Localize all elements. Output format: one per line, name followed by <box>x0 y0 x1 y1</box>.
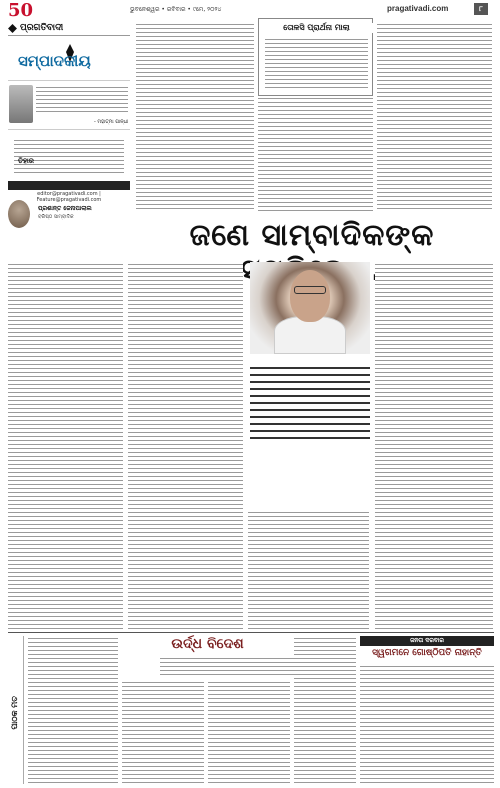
portrait-glasses <box>294 286 326 294</box>
staff-credits <box>14 138 124 174</box>
brand-name: ପ୍ରଗତିବାଦୀ <box>20 23 64 33</box>
author-name: ପ୍ରଶାନ୍ତ ଜେନାପାଲାଲ <box>38 205 92 212</box>
boxed-column-title: ତୋଳସି ପ୍ରାର୍ଥନା ମାଲା <box>259 23 374 33</box>
quote-text <box>36 85 128 115</box>
bottom-column <box>208 680 290 784</box>
sidebar-tag <box>8 636 24 784</box>
pull-quote <box>250 360 370 442</box>
journalist-portrait <box>250 262 370 354</box>
letters-header: ଜନତା ଦରବାର <box>360 636 494 646</box>
section-divider <box>8 632 494 633</box>
bottom-article-subtitle <box>160 656 300 678</box>
article-column <box>136 22 254 212</box>
page-number: ୮ <box>474 3 488 15</box>
dateline: ଭୁବନେଶ୍ୱର • ରବିବାର • ୯ମେ, ୨୦୨୪ <box>130 6 222 13</box>
website-url[interactable]: pragativadi.com <box>387 4 449 13</box>
mahatma-portrait <box>9 85 33 123</box>
author-block <box>8 200 130 228</box>
contact-email[interactable]: editor@pragativadi.com | Feature@pragativadi.com <box>36 191 102 203</box>
quote-box <box>8 80 130 130</box>
author-designation: ବରିଷ୍ଠ ସାମ୍ବାଦିକ <box>38 214 74 220</box>
sidebar-label: ପାଠକ ମତ <box>10 696 19 730</box>
pull-quote-text <box>250 364 370 440</box>
contact-bar <box>8 181 130 190</box>
staff-box <box>8 134 130 178</box>
bottom-column <box>122 680 204 784</box>
boxed-column <box>258 18 373 96</box>
letters-text <box>360 664 494 784</box>
article-column <box>377 22 492 212</box>
main-headline: ଜଣେ ସାମ୍ବାଦିକଙ୍କ <box>189 218 435 253</box>
author-photo <box>8 200 30 228</box>
bottom-article-title: ଉର୍ଦ୍ଧ ବିଦେଶ <box>171 636 244 652</box>
brand-bar <box>8 22 130 36</box>
editorial-title: ସମ୍ପାଦକୀୟ <box>18 52 91 70</box>
city-name: ତିହାର <box>18 157 34 165</box>
editorial-panel <box>8 22 130 222</box>
article-body-column <box>128 262 243 630</box>
bottom-column <box>28 636 118 784</box>
brand-icon <box>8 24 17 33</box>
article-body-column <box>248 510 369 630</box>
article-body-column <box>8 262 123 630</box>
anniversary-logo: 50 <box>8 0 34 21</box>
masthead <box>0 0 500 22</box>
letters-title: ସ୍ୱଗମନେ ଗୋଷ୍ଠିପତି ନାହାନ୍ତି <box>372 648 482 658</box>
article-body-column <box>375 262 493 630</box>
portrait-head <box>290 270 330 322</box>
bottom-column <box>294 636 356 784</box>
boxed-column-text <box>265 37 368 91</box>
quote-author: - ମହାତ୍ମା ଗାନ୍ଧୀ <box>94 119 129 125</box>
